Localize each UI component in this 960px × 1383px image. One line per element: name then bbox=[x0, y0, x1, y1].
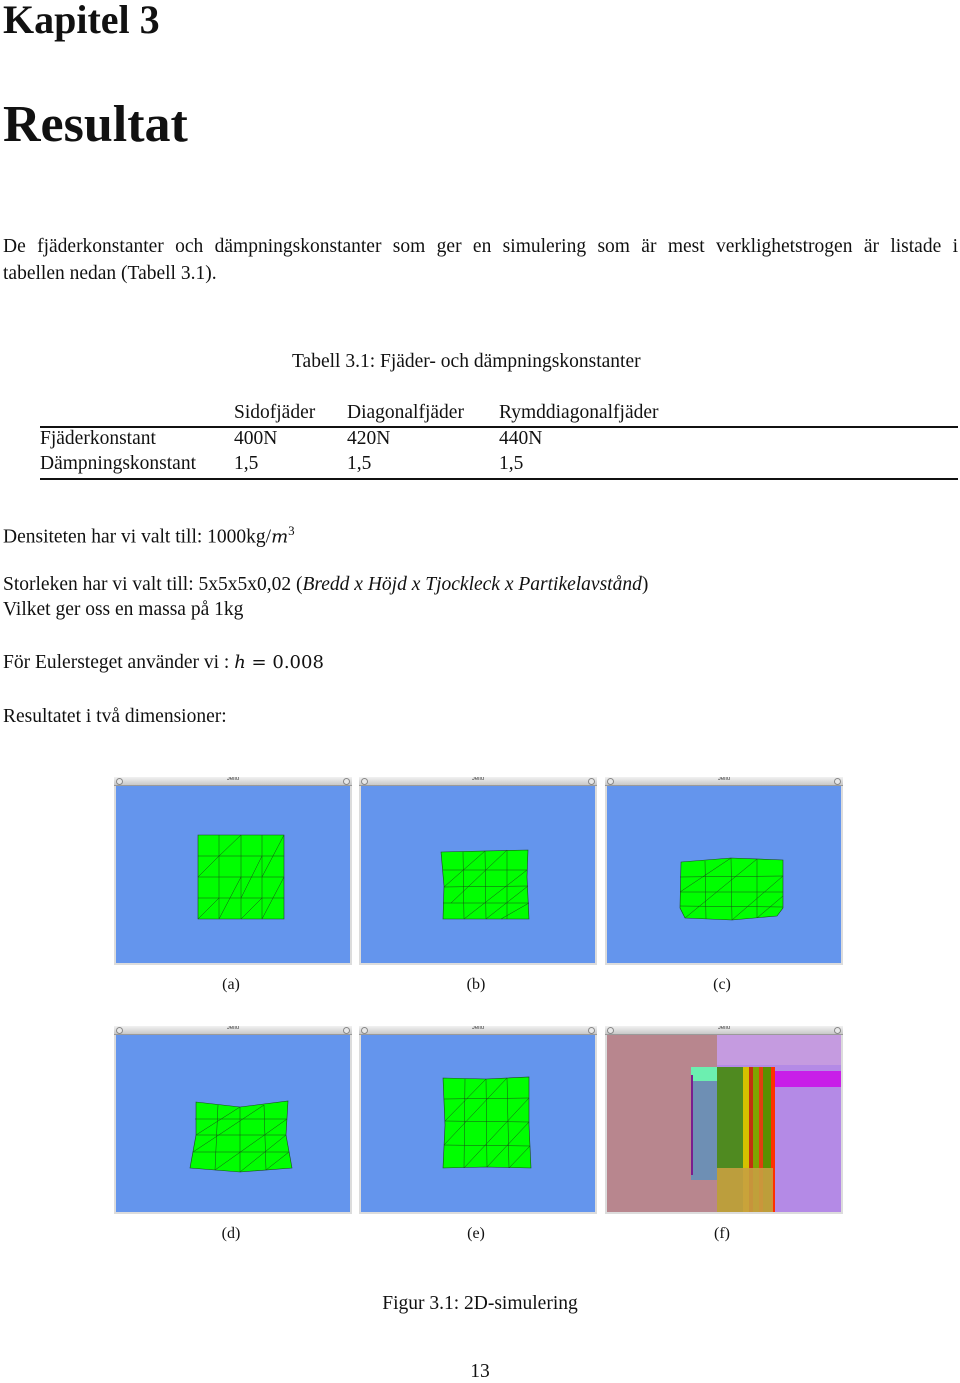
window-titlebar bbox=[605, 777, 843, 786]
window-titlebar bbox=[605, 1026, 843, 1035]
subfigure-d-window bbox=[114, 1026, 352, 1214]
zoom-dot-icon bbox=[834, 778, 841, 785]
window-title: Jello bbox=[717, 1026, 731, 1031]
subfigure-label-b: (b) bbox=[466, 976, 486, 993]
window-title: Jello bbox=[717, 777, 731, 782]
page-number: 13 bbox=[470, 1361, 490, 1382]
subfigure-e-window bbox=[359, 1026, 597, 1214]
size-text: Storleken har vi valt till: 5x5x5x0,02 ( bbox=[3, 574, 303, 595]
intro-line-2: tabellen nedan (Tabell 3.1). bbox=[3, 263, 217, 284]
window-title: Jello bbox=[226, 1026, 240, 1031]
window-titlebar bbox=[359, 777, 597, 786]
subfigure-a-window bbox=[114, 777, 352, 965]
simulation-canvas bbox=[607, 786, 841, 963]
jello-mesh-c bbox=[607, 786, 841, 963]
table-header-rymddiagonalfjader: Rymddiagonalfjäder bbox=[499, 402, 659, 423]
window-titlebar bbox=[359, 1026, 597, 1035]
subfigure-f-window bbox=[605, 1026, 843, 1214]
jello-mesh-b bbox=[361, 786, 595, 963]
simulation-canvas bbox=[116, 1035, 350, 1212]
close-dot-icon bbox=[116, 778, 123, 785]
table-rule-bottom bbox=[40, 478, 958, 480]
simulation-canvas bbox=[361, 1035, 595, 1212]
zoom-dot-icon bbox=[343, 1027, 350, 1034]
intro-line-1: De fjäderkonstanter och dämpningskonstanter som ger en simulering som är mest verklighetstrogen är listade i bbox=[3, 236, 958, 257]
size-close: ) bbox=[641, 574, 649, 595]
simulation-canvas bbox=[361, 786, 595, 963]
euler-text: För Eulersteget använder vi : bbox=[3, 652, 235, 673]
table-header-sidofjader: Sidofjäder bbox=[234, 402, 316, 423]
subfigure-label-a: (a) bbox=[222, 976, 240, 993]
euler-line bbox=[3, 650, 324, 676]
simulation-canvas bbox=[116, 786, 350, 963]
simulation-canvas bbox=[607, 1035, 841, 1212]
zoom-dot-icon bbox=[834, 1027, 841, 1034]
window-titlebar bbox=[114, 1026, 352, 1035]
close-dot-icon bbox=[607, 778, 614, 785]
table-cell: 1,5 bbox=[499, 453, 524, 474]
window-title: Jello bbox=[226, 777, 240, 782]
size-line bbox=[3, 572, 648, 598]
window-title: Jello bbox=[471, 777, 485, 782]
intro-paragraph bbox=[3, 233, 958, 287]
table-header-diagonalfjader: Diagonalfjäder bbox=[347, 402, 464, 423]
table-cell: 1,5 bbox=[234, 453, 259, 474]
result-intro: Resultatet i två dimensioner: bbox=[3, 706, 227, 727]
table-cell: 420N bbox=[347, 428, 391, 449]
table-cell: 1,5 bbox=[347, 453, 372, 474]
close-dot-icon bbox=[361, 778, 368, 785]
subfigure-label-e: (e) bbox=[467, 1225, 485, 1242]
zoom-dot-icon bbox=[588, 778, 595, 785]
density-exponent: 3 bbox=[288, 523, 295, 538]
subfigure-label-f: (f) bbox=[714, 1225, 730, 1242]
close-dot-icon bbox=[361, 1027, 368, 1034]
mass-line: Vilket ger oss en massa på 1kg bbox=[3, 599, 244, 620]
table-row-label-2: Dämpningskonstant bbox=[40, 453, 196, 474]
jello-mesh-e bbox=[361, 1035, 595, 1212]
close-dot-icon bbox=[116, 1027, 123, 1034]
euler-variable: h bbox=[234, 652, 246, 673]
table-row-label-1: Fjäderkonstant bbox=[40, 428, 156, 449]
density-line bbox=[3, 518, 295, 551]
table-caption: Tabell 3.1: Fjäder- och dämpningskonstanter bbox=[292, 351, 641, 372]
window-titlebar bbox=[114, 777, 352, 786]
table-cell: 400N bbox=[234, 428, 278, 449]
euler-value: .008 bbox=[283, 652, 324, 673]
euler-equals: = 0 bbox=[245, 652, 284, 673]
jello-mesh-a bbox=[116, 786, 350, 963]
subfigure-label-c: (c) bbox=[713, 976, 731, 993]
subfigure-b-window bbox=[359, 777, 597, 965]
close-dot-icon bbox=[607, 1027, 614, 1034]
density-text: Densiteten har vi valt till: 1000kg/ bbox=[3, 526, 272, 548]
zoom-dot-icon bbox=[343, 778, 350, 785]
figure-caption: Figur 3.1: 2D-simulering bbox=[382, 1293, 578, 1314]
subfigure-label-d: (d) bbox=[221, 1225, 241, 1242]
table-cell: 440N bbox=[499, 428, 543, 449]
size-dimensions: Bredd x Höjd x Tjockleck x Partikelavstånd bbox=[302, 574, 642, 595]
chapter-title: Resultat bbox=[3, 96, 188, 153]
zoom-dot-icon bbox=[588, 1027, 595, 1034]
unstable-artifacts-f bbox=[607, 1035, 841, 1212]
jello-mesh-d bbox=[116, 1035, 350, 1212]
chapter-label: Kapitel 3 bbox=[3, 0, 160, 42]
window-title: Jello bbox=[471, 1026, 485, 1031]
subfigure-c-window bbox=[605, 777, 843, 965]
density-unit: m bbox=[271, 526, 289, 548]
